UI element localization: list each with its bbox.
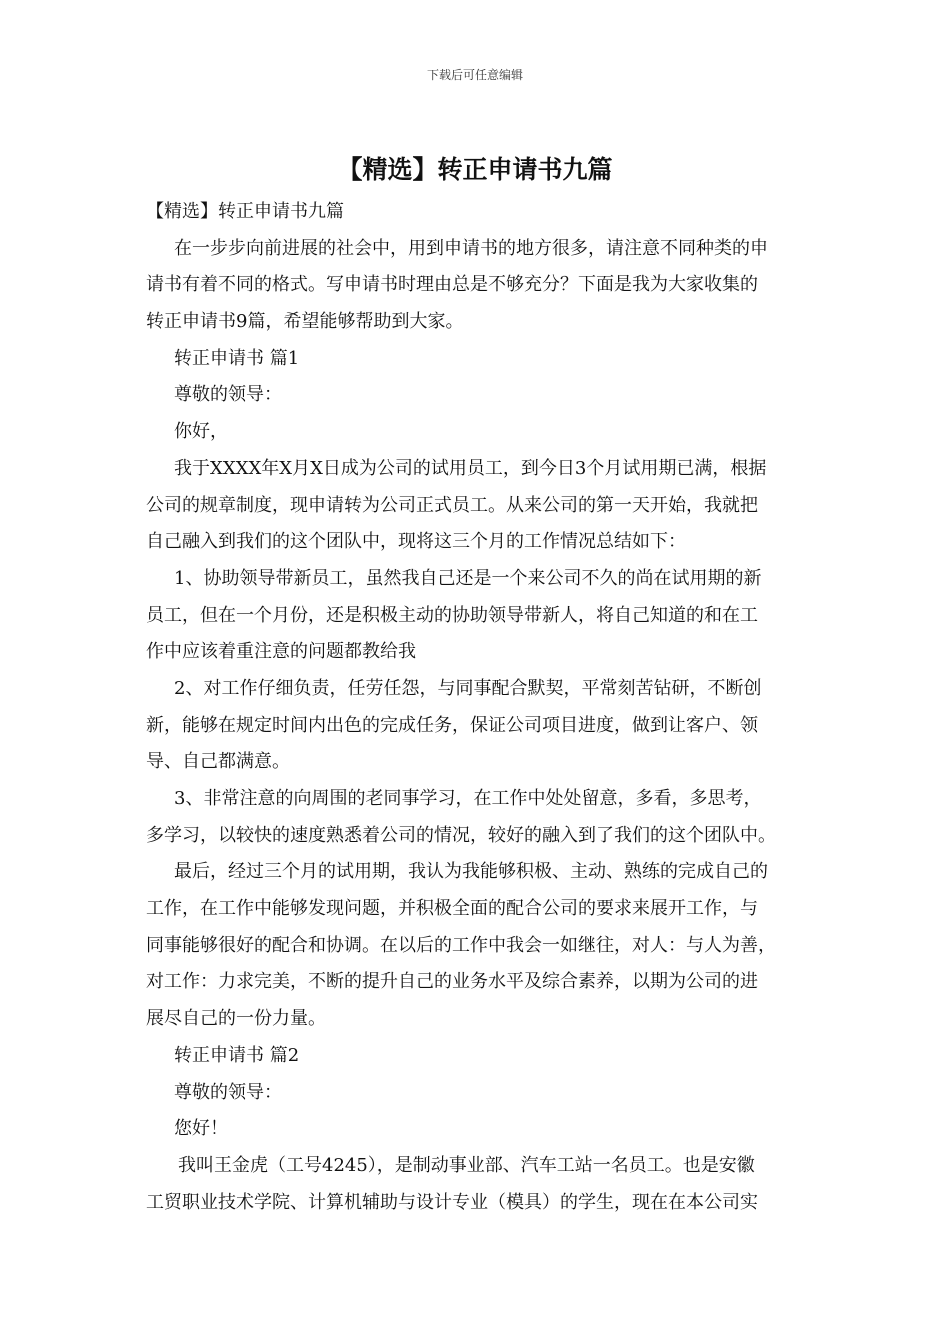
body-line: 同事能够很好的配合和协调。在以后的工作中我会一如继往，对人：与人为善，: [146, 934, 776, 956]
body-line: 工作，在工作中能够发现问题，并积极全面的配合公司的要求来展开工作，与: [146, 898, 758, 920]
body-line: 公司的规章制度，现申请转为公司正式员工。从来公司的第一天开始，我就把: [146, 494, 758, 516]
page-header-note: 下载后可任意编辑: [426, 68, 523, 82]
body-line: 2、对工作仔细负责，任劳任怨，与同事配合默契，平常刻苦钻研，不断创: [174, 677, 762, 699]
body-line: 请书有着不同的格式。写申请书时理由总是不够充分？下面是我为大家收集的: [146, 274, 758, 296]
body-line: 多学习，以较快的速度熟悉着公司的情况，较好的融入到了我们的这个团队中。: [146, 824, 776, 846]
document-title: 【精选】转正申请书九篇: [337, 155, 613, 184]
body-line: 你好，: [174, 421, 228, 443]
body-line: 【精选】转正申请书九篇: [146, 201, 344, 222]
body-line: 展尽自己的一份力量。: [146, 1008, 326, 1030]
body-line: 我叫王金虎（工号4245），是制动事业部、汽车工站一名员工。也是安徽: [178, 1154, 755, 1176]
body-line: 3、非常注意的向周围的老同事学习，在工作中处处留意，多看，多思考，: [174, 788, 762, 809]
body-line: 员工，但在一个月份，还是积极主动的协助领导带新人，将自己知道的和在工: [146, 604, 758, 626]
body-line: 自己融入到我们的这个团队中，现将这三个月的工作情况总结如下：: [146, 531, 686, 553]
document-body: [146, 194, 818, 1221]
body-line: 作中应该着重注意的问题都教给我: [146, 641, 416, 663]
body-line: 工贸职业技术学院、计算机辅助与设计专业（模具）的学生，现在在本公司实: [146, 1191, 758, 1213]
body-line: 对工作：力求完美，不断的提升自己的业务水平及综合素养，以期为公司的进: [146, 971, 758, 993]
body-line: 最后，经过三个月的试用期，我认为我能够积极、主动、熟练的完成自己的: [174, 861, 768, 883]
body-line: 我于XXXX年X月X日成为公司的试用员工，到今日3个月试用期已满，根据: [174, 457, 767, 479]
body-line: 在一步步向前进展的社会中，用到申请书的地方很多，请注意不同种类的申: [174, 237, 768, 259]
body-line: 导、自己都满意。: [146, 751, 290, 773]
body-line: 转正申请书 篇2: [174, 1044, 300, 1066]
body-line: 您好！: [174, 1118, 228, 1140]
body-line: 尊敬的领导：: [174, 384, 282, 406]
body-line: 尊敬的领导：: [174, 1081, 282, 1103]
body-line: 新，能够在规定时间内出色的完成任务，保证公司项目进度，做到让客户、领: [146, 714, 758, 736]
body-line: 转正申请书 篇1: [174, 347, 300, 369]
body-line: 1、协助领导带新员工，虽然我自己还是一个来公司不久的尚在试用期的新: [174, 567, 762, 589]
body-line: 转正申请书9篇，希望能够帮助到大家。: [146, 311, 464, 333]
